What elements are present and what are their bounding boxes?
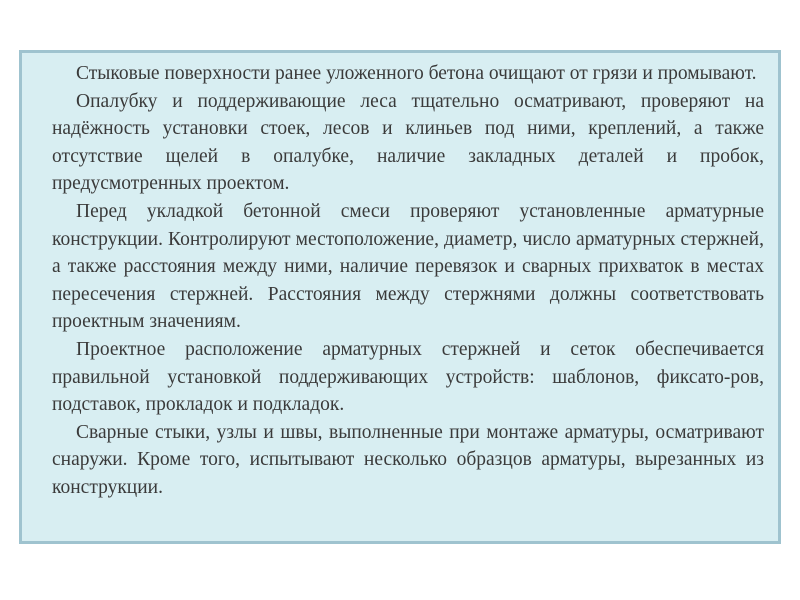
paragraph-4: Проектное расположение арматурных стержней и сеток обеспечивается правильной установкой поддерживающих устройств: шаблонов, фиксато-ров, подставок, прокладок и подкладок. [52,338,764,416]
text-box [19,50,781,544]
paragraph-1: Стыковые поверхности ранее уложенного бетона очищают от грязи и промывают. [76,63,757,84]
paragraph-5: Сварные стыки, узлы и швы, выполненные при монтаже арматуры, осматривают снаружи. Кроме того, испытывают несколько образцов арматуры, вырезанных из конструкции. [52,421,764,498]
paragraph-3: Перед укладкой бетонной смеси проверяют установленные арматурные конструкции. Контролируют местоположение, диаметр, число арматурных стержней, а также расстояния между ними, наличие перевязок и сварных прихваток в местах пересечения стержней. Расстояния между стержнями должны соответствовать проектным значениям. [52,200,764,333]
paragraph-2: Опалубку и поддерживающие леса тщательно осматривают, проверяют на надёжность установки стоек, лесов и клиньев под ними, креплений, а также отсутствие щелей в опалубке, наличие закладных деталей и пробок, предусмотренных проектом. [52,90,764,195]
